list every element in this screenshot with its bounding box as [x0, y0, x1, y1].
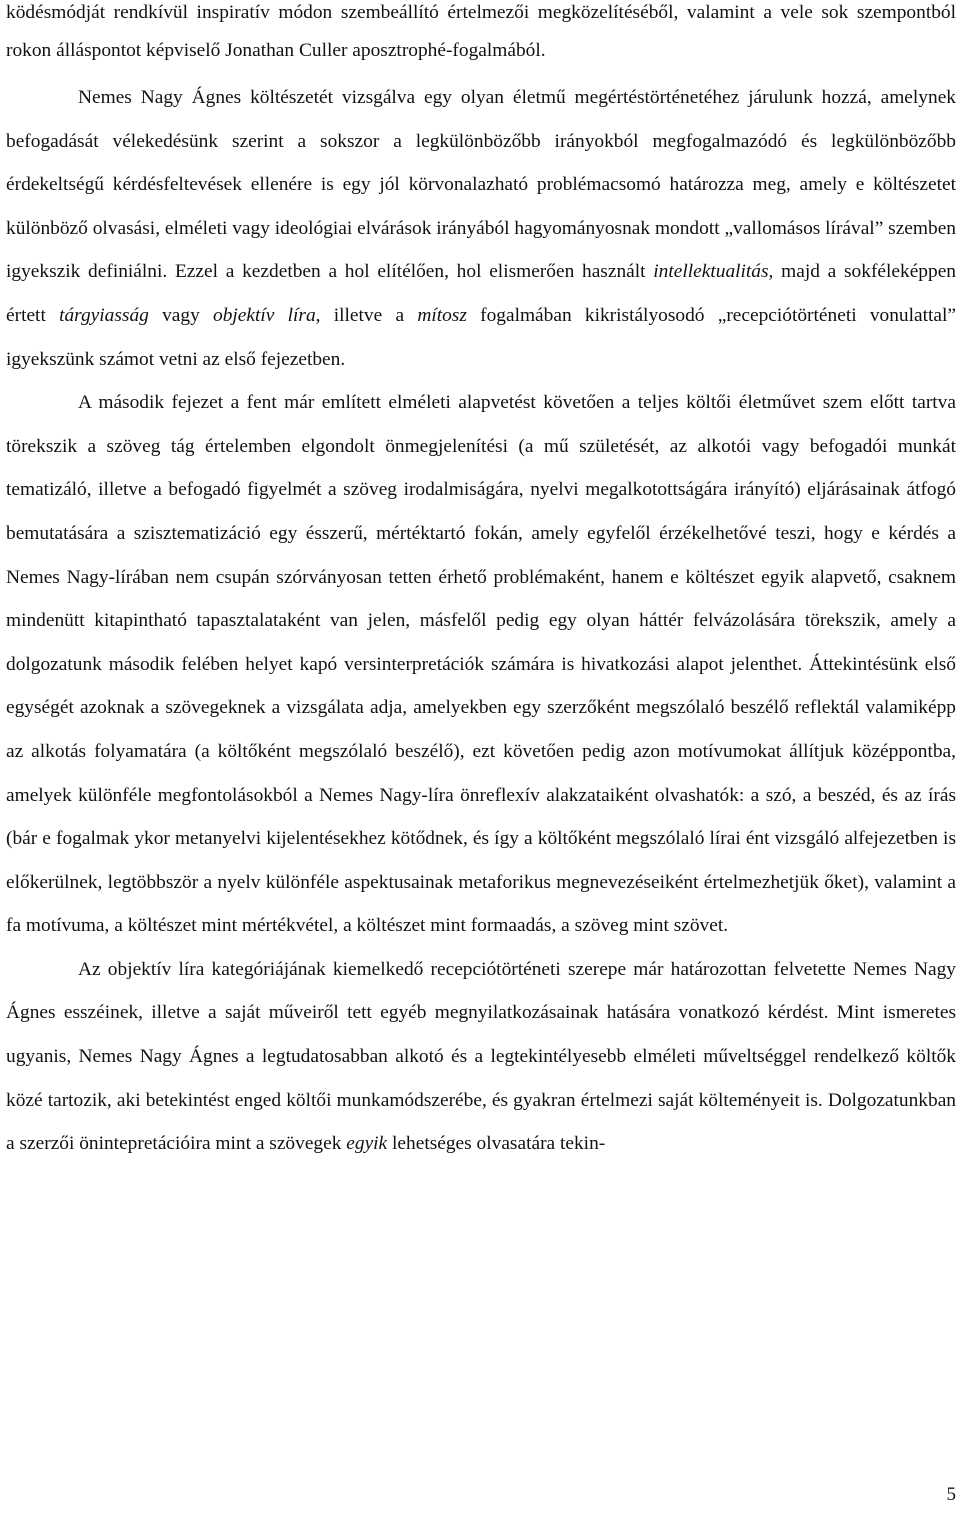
text-run: Nemes Nagy Ágnes költészetét vizsgálva egy olyan életmű megértéstörténetéhez járulunk hozzá, amelynek befogadását vélekedésünk szerint a sokszor a legkülönbözőbb irányokból megfogalmazódó és legkülönbözőbb érdekeltségű kérdésfeltevések ellenére is egy jól körvonalazható problémacsomó határozza meg, amely e költészetet különböző olvasási, elméleti vagy ideológiai elvárások irányából hagyományosnak mondott „vallomásos lírával” szemben igyekszik definiálni. Ezzel a kezdetben a hol elítélően, hol elismerően használt [6, 87, 956, 283]
text-run: A második fejezet a fent már említett elméleti alapvetést követően a teljes költői életművet szem előtt tartva törekszik a szöveg tág értelemben elgondolt önmegjelenítési (a mű születését, az alkotói vagy befogadói munkát tematizáló, illetve a befogadó figyelmét a szöveg irodalmiságára, nyelvi megalkotottságára irányító) eljárásainak átfogó bemutatására a szisztematizáció egy ésszerű, mértéktartó fokán, amely egyfelől érzékelhetővé teszi, hogy e kérdés a Nemes Nagy-lírában nem csupán szórványosan tetten érhető problémaként, hanem e költészet egyik alapvető, csaknem mindenütt kitapintható tapasztalataként van jelen, másfelől pedig egy olyan háttér felvázolására törekszik, amely a dolgozatunk második felében helyet kapó versinterpretációk számára is hivatkozási alapot jelenthet. Áttekintésünk első egységét azoknak a szövegeknek a vizsgálata adja, amelyekben egy szerzőként megszólaló beszélő reflektál valamiképp az alkotás folyamatára (a költőként megszólaló beszélő), ezt követően pedig azon motívumokat állítjuk középpontba, amelyek különféle megfontolásokból a Nemes Nagy-líra önreflexív alakzataiként olvashatók: a szó, a beszéd, és az írás (bár e fogalmak ykor metanyelvi kijelentésekhez kötődnek, és így a költőként megszólaló lírai ént vizsgáló alfejezetben is előkerülnek, legtöbbször a nyelv különféle aspektusainak metaforikus megnevezéseiként értelmezhetjük őket), valamint a fa motívuma, a költészet mint mértékvétel, a költészet mint formaadás, a szöveg mint szövet. [6, 392, 956, 937]
paragraph-objective-lyric [6, 948, 956, 1166]
text-run: Az objektív líra kategóriájának kiemelkedő recepciótörténeti szerepe már határozottan felvetette Nemes Nagy Ágnes esszéinek, illetve a saját műveiről tett egyéb megnyilatkozásainak hatására vonatkozó kérdést. Mint ismeretes ugyanis, Nemes Nagy Ágnes a legtudatosabban alkotó és a legtekintélyesebb elméleti műveltséggel rendelkező költők közé tartozik, aki betekintést enged költői munkamódszerébe, és gyakran értelmezi saját költeményeit is. Dolgozatunkban a szerzői önintepretációira mint a szövegek [6, 958, 956, 1155]
text-run: ködésmódját rendkívül inspiratív módon szembeállító értelmezői megközelítéséből, valamint a vele sok szempontból rokon álláspontot képviselő Jonathan Culler aposztrophé-fogalmából. [6, 2, 956, 61]
emphasized-term: objektív líra [213, 304, 316, 326]
paragraph-continuation [6, 0, 956, 70]
emphasized-term: egyik [346, 1133, 388, 1155]
emphasized-term: mítosz [417, 304, 467, 326]
page-number: 5 [946, 1484, 956, 1505]
text-run: lehetséges olvasatára tekin- [387, 1133, 606, 1155]
document-page [6, 0, 956, 1166]
text-run: vagy [148, 304, 214, 326]
paragraph-chapter-two [6, 381, 956, 948]
emphasized-term: tárgyiasság [59, 304, 149, 326]
text-run: , illetve a [315, 304, 418, 326]
text-run: , majd a sokféleképpen értett [6, 261, 956, 326]
text-run: fogalmában kikristályosodó „recepciótörténeti vonulattal” igyekszünk számot vetni az első fejezetben. [6, 304, 956, 370]
paragraph-reception-history [6, 76, 956, 381]
emphasized-term: intellektualitás [653, 261, 769, 283]
